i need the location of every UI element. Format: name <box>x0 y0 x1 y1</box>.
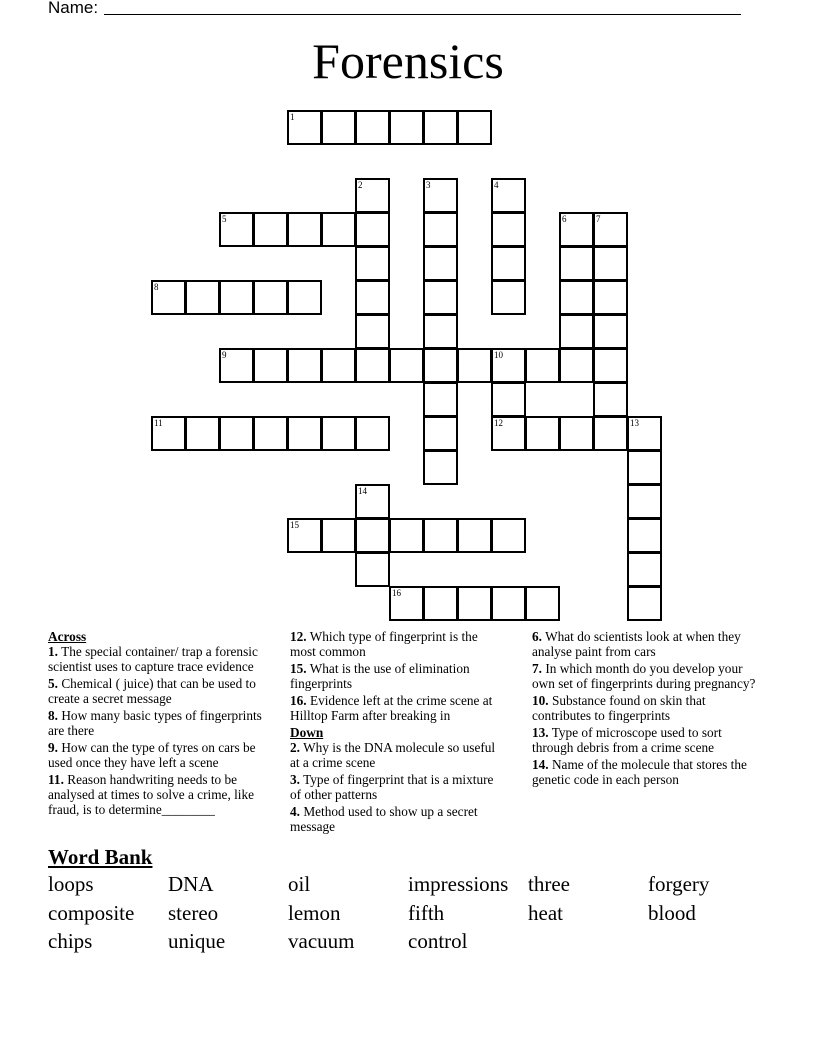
grid-cell[interactable] <box>559 348 594 383</box>
grid-cell[interactable] <box>219 416 254 451</box>
across-clue: 9. How can the type of tyres on cars be used once they have left a scene <box>48 739 256 771</box>
clue-number: 2 <box>358 180 363 190</box>
clue-number: 6 <box>562 214 567 224</box>
grid-cell[interactable] <box>593 246 628 281</box>
grid-cell[interactable] <box>355 212 390 247</box>
grid-cell[interactable] <box>321 518 356 553</box>
grid-cell[interactable] <box>559 314 594 349</box>
grid-cell[interactable] <box>491 518 526 553</box>
grid-cell[interactable] <box>423 212 458 247</box>
clue-number: 12 <box>494 418 503 428</box>
grid-cell[interactable] <box>355 110 390 145</box>
down-clue: 2. Why is the DNA molecule so useful at a crime scene <box>290 739 496 771</box>
grid-cell[interactable] <box>627 484 662 519</box>
word-bank-word: heat <box>528 901 563 925</box>
grid-cell[interactable] <box>287 110 322 145</box>
across-clue: 8. How many basic types of fingerprints are there <box>48 708 262 739</box>
grid-cell[interactable] <box>423 450 458 485</box>
grid-cell[interactable] <box>355 484 390 519</box>
clue-number: 10 <box>494 350 503 360</box>
grid-cell[interactable] <box>593 416 628 451</box>
clue-number: 16 <box>392 588 401 598</box>
grid-cell[interactable] <box>355 280 390 315</box>
grid-cell[interactable] <box>491 212 526 247</box>
grid-cell[interactable] <box>423 348 458 383</box>
grid-cell[interactable] <box>423 586 458 621</box>
grid-cell[interactable] <box>253 416 288 451</box>
grid-cell[interactable] <box>321 212 356 247</box>
across-clue: 16. Evidence left at the crime scene at Hilltop Farm after breaking in <box>290 692 493 724</box>
grid-cell[interactable] <box>287 518 322 553</box>
down-clue: 4. Method used to show up a secret message <box>290 803 478 834</box>
clue-column-2 <box>290 629 506 836</box>
grid-cell[interactable] <box>185 416 220 451</box>
across-clue: 12. Which type of fingerprint is the most common <box>290 629 478 660</box>
grid-cell[interactable] <box>457 586 492 621</box>
grid-cell[interactable] <box>219 212 254 247</box>
grid-cell[interactable] <box>627 450 662 485</box>
grid-cell[interactable] <box>491 280 526 315</box>
clue-number: 7 <box>596 214 601 224</box>
grid-cell[interactable] <box>151 280 186 315</box>
grid-cell[interactable] <box>593 348 628 383</box>
down-clue: 10. Substance found on skin that contributes to fingerprints <box>532 692 706 724</box>
grid-cell[interactable] <box>491 246 526 281</box>
grid-cell[interactable] <box>559 280 594 315</box>
grid-cell[interactable] <box>559 416 594 451</box>
grid-cell[interactable] <box>355 246 390 281</box>
grid-cell[interactable] <box>559 246 594 281</box>
grid-cell[interactable] <box>219 348 254 383</box>
grid-cell[interactable] <box>321 110 356 145</box>
grid-cell[interactable] <box>525 586 560 621</box>
grid-cell[interactable] <box>287 348 322 383</box>
word-bank-word: oil <box>288 872 311 896</box>
down-heading: Down <box>290 724 324 740</box>
grid-cell[interactable] <box>355 348 390 383</box>
grid-cell[interactable] <box>491 178 526 213</box>
clue-number: 14 <box>358 486 367 496</box>
grid-cell[interactable] <box>287 416 322 451</box>
across-heading: Across <box>48 629 87 644</box>
grid-cell[interactable] <box>389 518 424 553</box>
clue-number: 15 <box>290 520 299 530</box>
grid-cell[interactable] <box>423 178 458 213</box>
down-clue: 3. Type of fingerprint that is a mixture of other patterns <box>290 771 494 803</box>
grid-cell[interactable] <box>491 348 526 383</box>
grid-cell[interactable] <box>355 416 390 451</box>
word-bank-word: impressions <box>408 872 509 896</box>
grid-cell[interactable] <box>423 246 458 281</box>
grid-cell[interactable] <box>423 110 458 145</box>
clue-column-1 <box>48 629 280 819</box>
grid-cell[interactable] <box>627 518 662 553</box>
clue-number: 3 <box>426 180 431 190</box>
clue-number: 8 <box>154 282 159 292</box>
word-bank-title: Word Bank <box>48 845 153 869</box>
clue-number: 13 <box>630 418 639 428</box>
clue-number: 4 <box>494 180 499 190</box>
clue-number: 9 <box>222 350 227 360</box>
clue-number: 5 <box>222 214 227 224</box>
grid-cell[interactable] <box>491 382 526 417</box>
grid-cell[interactable] <box>355 314 390 349</box>
grid-cell[interactable] <box>423 280 458 315</box>
grid-cell[interactable] <box>287 280 322 315</box>
grid-cell[interactable] <box>525 348 560 383</box>
word-bank-word: control <box>408 929 468 953</box>
grid-cell[interactable] <box>423 382 458 417</box>
word-bank-word: stereo <box>168 901 219 925</box>
grid-cell[interactable] <box>253 280 288 315</box>
grid-cell[interactable] <box>593 382 628 417</box>
grid-cell[interactable] <box>423 314 458 349</box>
grid-cell[interactable] <box>389 586 424 621</box>
down-clue: 7. In which month do you develop your own set of fingerprints during pregnancy? <box>532 660 756 692</box>
grid-cell[interactable] <box>627 552 662 587</box>
word-bank-word: unique <box>168 929 226 953</box>
across-clue: 5. Chemical ( juice) that can be used to create a secret message <box>48 676 256 707</box>
down-clue: 6. What do scientists look at when they analyse paint from cars <box>532 629 741 660</box>
grid-cell[interactable] <box>457 110 492 145</box>
grid-cell[interactable] <box>355 518 390 553</box>
clue-number: 1 <box>290 112 295 122</box>
word-bank-word: blood <box>648 901 696 925</box>
grid-cell[interactable] <box>253 212 288 247</box>
word-bank-word: fifth <box>408 901 445 925</box>
grid-cell[interactable] <box>491 416 526 451</box>
grid-cell[interactable] <box>355 552 390 587</box>
down-clue: 13. Type of microscope used to sort through debris from a crime scene <box>532 724 722 755</box>
word-bank-word: lemon <box>288 901 341 925</box>
grid-cell[interactable] <box>559 212 594 247</box>
word-bank-word: three <box>528 872 570 896</box>
grid-cell[interactable] <box>593 212 628 247</box>
grid-cell[interactable] <box>355 178 390 213</box>
grid-cell[interactable] <box>457 518 492 553</box>
grid-cell[interactable] <box>151 416 186 451</box>
name-label: Name: <box>48 0 99 17</box>
grid-cell[interactable] <box>423 518 458 553</box>
clue-column-3 <box>532 629 764 789</box>
grid-cell[interactable] <box>627 586 662 621</box>
page-title: Forensics <box>312 33 504 89</box>
across-clue: 1. The special container/ trap a forensic scientist uses to capture trace evidence <box>48 644 258 675</box>
word-bank-word: loops <box>48 872 94 896</box>
grid-cell[interactable] <box>321 348 356 383</box>
word-bank-word: composite <box>48 901 135 925</box>
grid-cell[interactable] <box>389 110 424 145</box>
across-clue: 15. What is the use of elimination fingerprints <box>290 660 470 692</box>
grid-cell[interactable] <box>219 280 254 315</box>
grid-cell[interactable] <box>287 212 322 247</box>
word-bank-word: DNA <box>168 872 214 896</box>
word-bank-word: chips <box>48 929 93 953</box>
grid-cell[interactable] <box>457 348 492 383</box>
word-bank-word: vacuum <box>288 929 355 953</box>
grid-cell[interactable] <box>389 348 424 383</box>
grid-cell[interactable] <box>321 416 356 451</box>
across-clue: 11. Reason handwriting needs to be analysed at times to solve a crime, like fraud, is to determine________ <box>48 771 255 818</box>
grid-cell[interactable] <box>593 314 628 349</box>
grid-cell[interactable] <box>185 280 220 315</box>
down-clue: 14. Name of the molecule that stores the genetic code in each person <box>532 756 747 787</box>
grid-cell[interactable] <box>525 416 560 451</box>
clue-number: 11 <box>154 418 163 428</box>
grid-cell[interactable] <box>491 586 526 621</box>
grid-cell[interactable] <box>253 348 288 383</box>
word-bank-word: forgery <box>648 872 710 896</box>
grid-cell[interactable] <box>627 416 662 451</box>
grid-cell[interactable] <box>593 280 628 315</box>
grid-cell[interactable] <box>423 416 458 451</box>
